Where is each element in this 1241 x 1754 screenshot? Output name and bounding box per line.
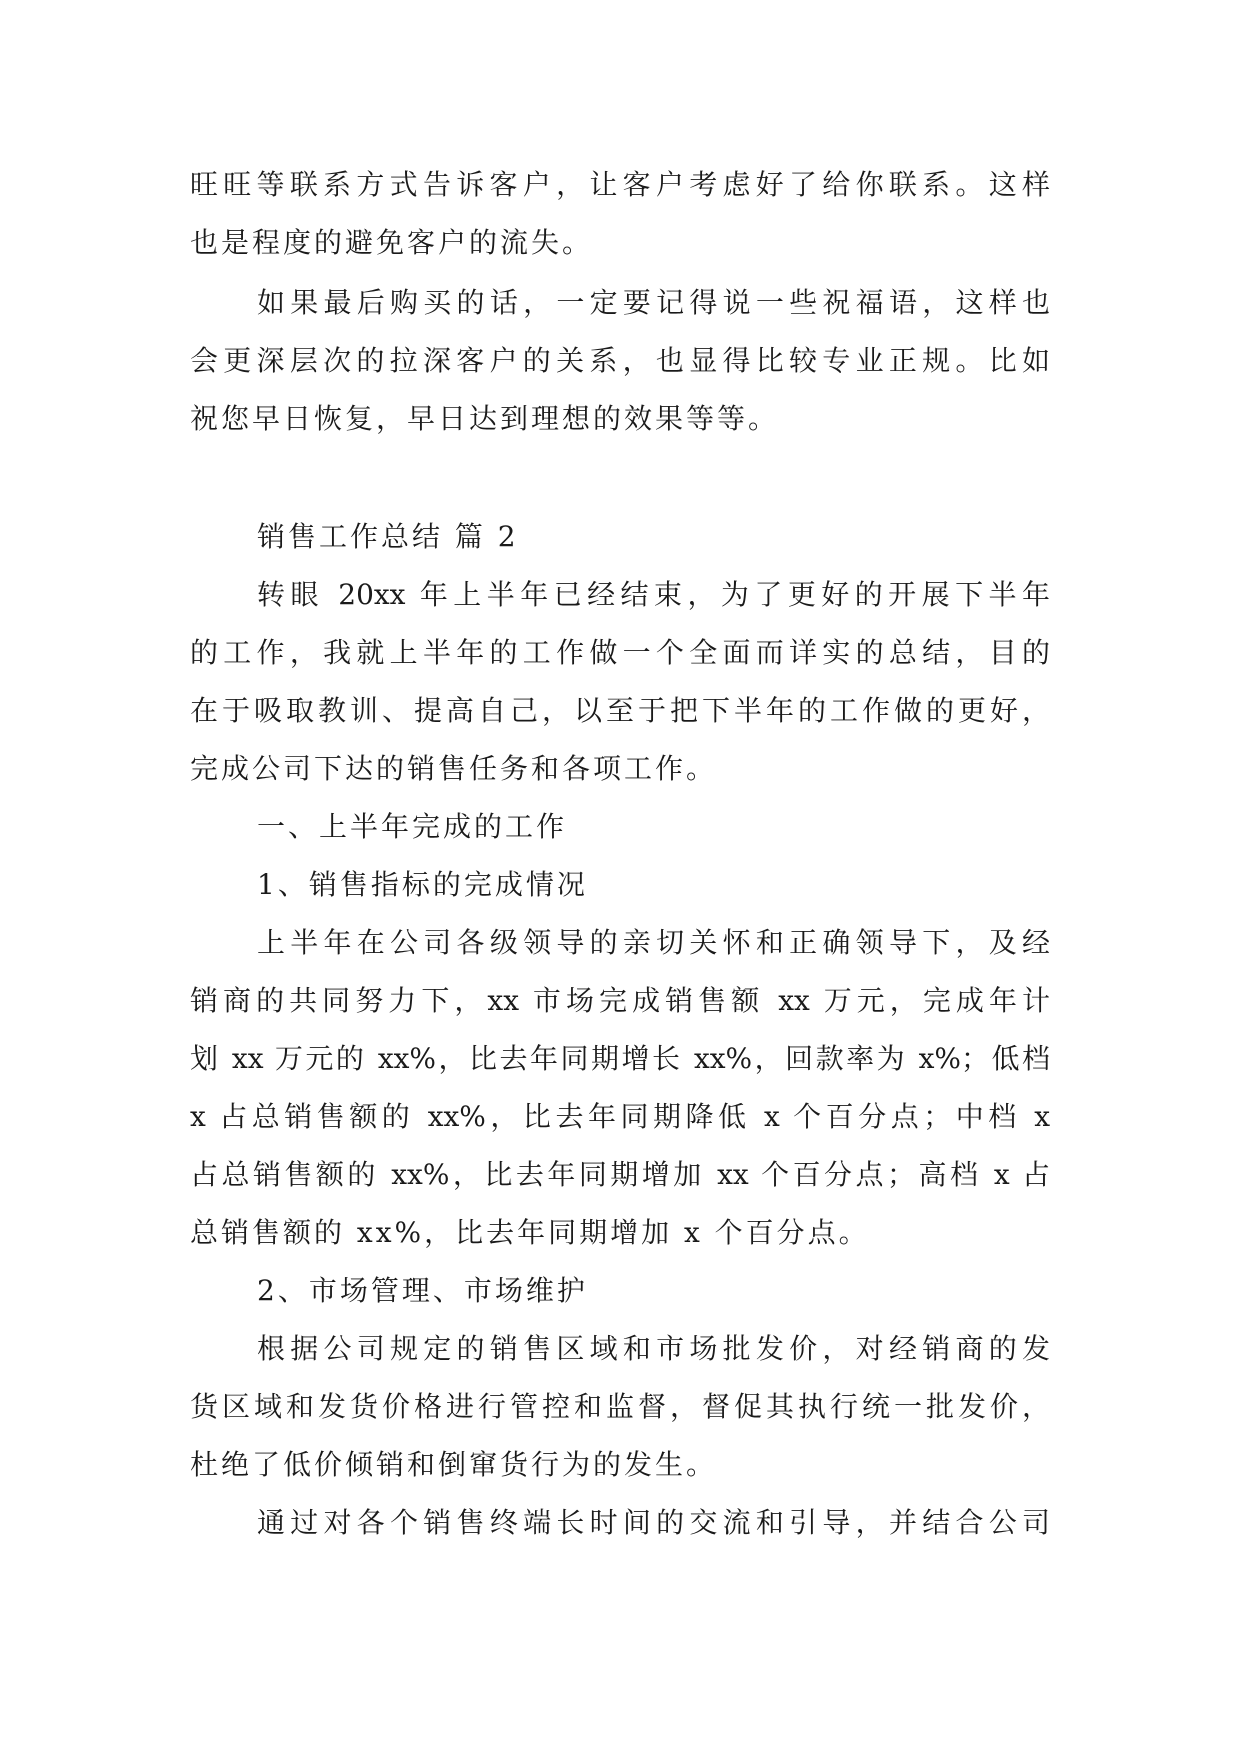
body-text-line: 上半年在公司各级领导的亲切关怀和正确领导下，及经 — [257, 926, 1050, 959]
body-text-line: 划 xx 万元的 xx%，比去年同期增长 xx%，回款率为 x%；低档 — [190, 1042, 1050, 1075]
body-text-line: 如果最后购买的话，一定要记得说一些祝福语，这样也 — [257, 286, 1050, 319]
body-text-line: x 占总销售额的 xx%，比去年同期降低 x 个百分点；中档 x — [190, 1100, 1050, 1133]
body-text-line: 杜绝了低价倾销和倒窜货行为的发生。 — [190, 1448, 718, 1481]
body-text-line: 完成公司下达的销售任务和各项工作。 — [190, 752, 718, 785]
body-text-line: 货区域和发货价格进行管控和监督，督促其执行统一批发价， — [190, 1390, 1050, 1423]
body-text-line: 通过对各个销售终端长时间的交流和引导，并结合公司 — [257, 1506, 1050, 1539]
body-text-line: 会更深层次的拉深客户的关系，也显得比较专业正规。比如 — [190, 344, 1050, 377]
section-heading: 销售工作总结 篇 2 — [257, 520, 519, 553]
body-text-line: 占总销售额的 xx%，比去年同期增加 xx 个百分点；高档 x 占 — [190, 1158, 1050, 1191]
body-text-line: 转眼 20xx 年上半年已经结束，为了更好的开展下半年 — [257, 578, 1050, 611]
body-text-line: 在于吸取教训、提高自己，以至于把下半年的工作做的更好， — [190, 694, 1050, 727]
body-text-line: 祝您早日恢复，早日达到理想的效果等等。 — [190, 402, 780, 435]
body-text-line: 也是程度的避免客户的流失。 — [190, 226, 594, 259]
subheading: 1、销售指标的完成情况 — [257, 868, 588, 901]
subheading: 一、上半年完成的工作 — [257, 810, 568, 843]
body-text-line: 的工作，我就上半年的工作做一个全面而详实的总结，目的 — [190, 636, 1050, 669]
body-text-line: 销商的共同努力下，xx 市场完成销售额 xx 万元，完成年计 — [190, 984, 1050, 1017]
body-text-line: 根据公司规定的销售区域和市场批发价，对经销商的发 — [257, 1332, 1050, 1365]
subheading: 2、市场管理、市场维护 — [257, 1274, 588, 1307]
body-text-line: 总销售额的 xx%，比去年同期增加 x 个百分点。 — [190, 1216, 870, 1249]
body-text-line: 旺旺等联系方式告诉客户，让客户考虑好了给你联系。这样 — [190, 168, 1050, 201]
